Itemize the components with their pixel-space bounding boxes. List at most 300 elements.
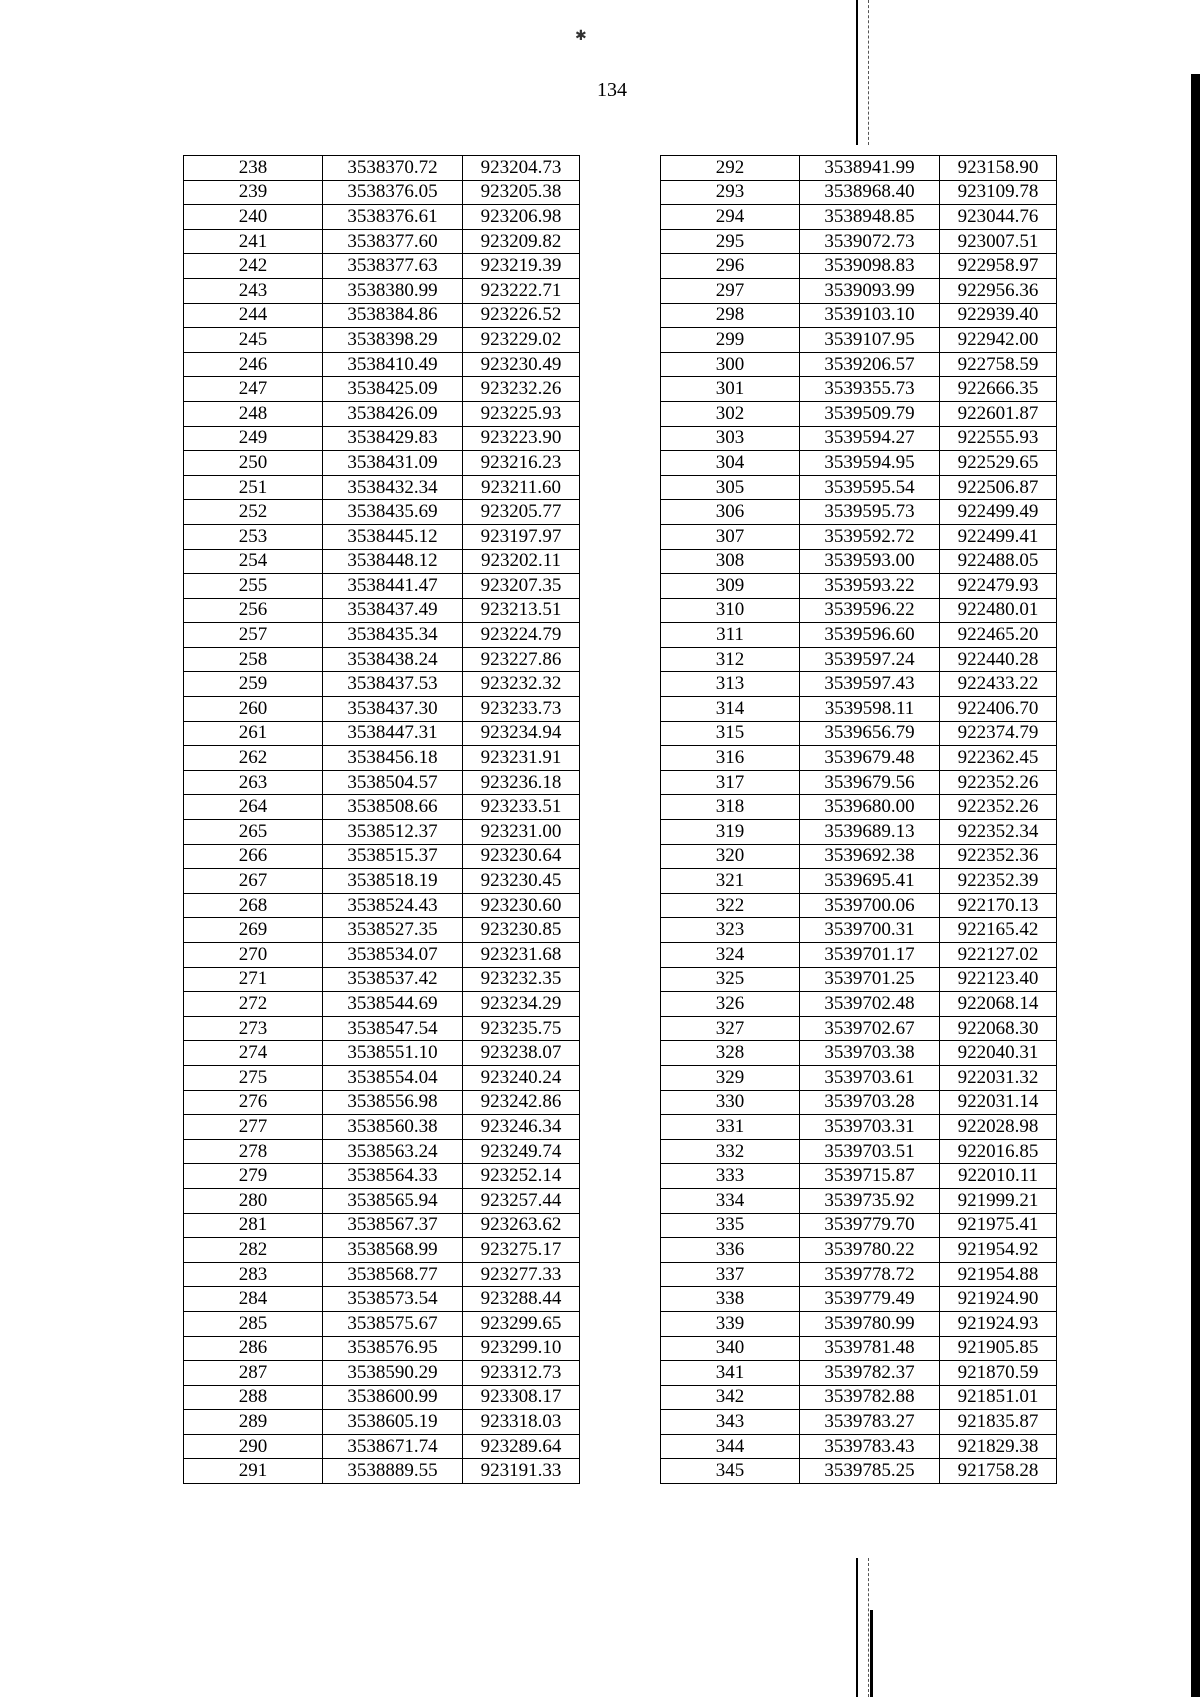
y-coordinate-cell: 921999.21 bbox=[940, 1188, 1057, 1213]
x-coordinate-cell: 3539702.48 bbox=[800, 992, 940, 1017]
y-coordinate-cell: 923277.33 bbox=[463, 1262, 580, 1287]
table-row bbox=[661, 1238, 1057, 1263]
table-row bbox=[661, 1065, 1057, 1090]
point-number-cell: 305 bbox=[661, 475, 800, 500]
table-row bbox=[184, 1459, 580, 1484]
point-number-cell: 334 bbox=[661, 1188, 800, 1213]
x-coordinate-cell: 3539702.67 bbox=[800, 1016, 940, 1041]
point-number-cell: 303 bbox=[661, 426, 800, 451]
table-row bbox=[184, 1139, 580, 1164]
table-row bbox=[661, 401, 1057, 426]
x-coordinate-cell: 3539656.79 bbox=[800, 721, 940, 746]
y-coordinate-cell: 923233.51 bbox=[463, 795, 580, 820]
x-coordinate-cell: 3539701.17 bbox=[800, 943, 940, 968]
y-coordinate-cell: 923234.94 bbox=[463, 721, 580, 746]
table-row bbox=[184, 697, 580, 722]
y-coordinate-cell: 923231.91 bbox=[463, 746, 580, 771]
y-coordinate-cell: 923234.29 bbox=[463, 992, 580, 1017]
table-row bbox=[661, 500, 1057, 525]
y-coordinate-cell: 922352.36 bbox=[940, 844, 1057, 869]
x-coordinate-cell: 3538377.60 bbox=[323, 229, 463, 254]
table-row bbox=[184, 1287, 580, 1312]
x-coordinate-cell: 3538376.61 bbox=[323, 205, 463, 230]
x-coordinate-cell: 3538384.86 bbox=[323, 303, 463, 328]
point-number-cell: 286 bbox=[184, 1336, 323, 1361]
table-row bbox=[661, 574, 1057, 599]
point-number-cell: 298 bbox=[661, 303, 800, 328]
point-number-cell: 289 bbox=[184, 1410, 323, 1435]
y-coordinate-cell: 923205.77 bbox=[463, 500, 580, 525]
binding-line-bottom-heavy bbox=[870, 1610, 873, 1697]
y-coordinate-cell: 922170.13 bbox=[940, 893, 1057, 918]
point-number-cell: 292 bbox=[661, 156, 800, 181]
point-number-cell: 310 bbox=[661, 598, 800, 623]
x-coordinate-cell: 3539103.10 bbox=[800, 303, 940, 328]
y-coordinate-cell: 923230.45 bbox=[463, 869, 580, 894]
x-coordinate-cell: 3539700.06 bbox=[800, 893, 940, 918]
table-row bbox=[184, 820, 580, 845]
coordinates-table-right-body bbox=[661, 156, 1057, 1484]
point-number-cell: 262 bbox=[184, 746, 323, 771]
y-coordinate-cell: 923227.86 bbox=[463, 647, 580, 672]
point-number-cell: 297 bbox=[661, 278, 800, 303]
y-coordinate-cell: 922016.85 bbox=[940, 1139, 1057, 1164]
x-coordinate-cell: 3538524.43 bbox=[323, 893, 463, 918]
point-number-cell: 326 bbox=[661, 992, 800, 1017]
x-coordinate-cell: 3538605.19 bbox=[323, 1410, 463, 1435]
x-coordinate-cell: 3539594.95 bbox=[800, 451, 940, 476]
point-number-cell: 267 bbox=[184, 869, 323, 894]
y-coordinate-cell: 923223.90 bbox=[463, 426, 580, 451]
table-row bbox=[184, 1065, 580, 1090]
x-coordinate-cell: 3538437.30 bbox=[323, 697, 463, 722]
x-coordinate-cell: 3538435.34 bbox=[323, 623, 463, 648]
x-coordinate-cell: 3539780.99 bbox=[800, 1311, 940, 1336]
y-coordinate-cell: 923235.75 bbox=[463, 1016, 580, 1041]
x-coordinate-cell: 3539778.72 bbox=[800, 1262, 940, 1287]
table-row bbox=[184, 918, 580, 943]
y-coordinate-cell: 922028.98 bbox=[940, 1115, 1057, 1140]
y-coordinate-cell: 923236.18 bbox=[463, 770, 580, 795]
point-number-cell: 240 bbox=[184, 205, 323, 230]
x-coordinate-cell: 3538425.09 bbox=[323, 377, 463, 402]
point-number-cell: 342 bbox=[661, 1385, 800, 1410]
table-row bbox=[184, 1213, 580, 1238]
x-coordinate-cell: 3538508.66 bbox=[323, 795, 463, 820]
table-row bbox=[184, 598, 580, 623]
table-row bbox=[661, 967, 1057, 992]
point-number-cell: 275 bbox=[184, 1065, 323, 1090]
point-number-cell: 265 bbox=[184, 820, 323, 845]
y-coordinate-cell: 922362.45 bbox=[940, 746, 1057, 771]
y-coordinate-cell: 921870.59 bbox=[940, 1361, 1057, 1386]
y-coordinate-cell: 923191.33 bbox=[463, 1459, 580, 1484]
point-number-cell: 338 bbox=[661, 1287, 800, 1312]
x-coordinate-cell: 3539595.73 bbox=[800, 500, 940, 525]
y-coordinate-cell: 923288.44 bbox=[463, 1287, 580, 1312]
point-number-cell: 284 bbox=[184, 1287, 323, 1312]
x-coordinate-cell: 3538441.47 bbox=[323, 574, 463, 599]
point-number-cell: 335 bbox=[661, 1213, 800, 1238]
point-number-cell: 282 bbox=[184, 1238, 323, 1263]
table-row bbox=[661, 1434, 1057, 1459]
y-coordinate-cell: 922465.20 bbox=[940, 623, 1057, 648]
table-row bbox=[661, 524, 1057, 549]
x-coordinate-cell: 3539689.13 bbox=[800, 820, 940, 845]
x-coordinate-cell: 3538567.37 bbox=[323, 1213, 463, 1238]
point-number-cell: 331 bbox=[661, 1115, 800, 1140]
point-number-cell: 318 bbox=[661, 795, 800, 820]
coordinates-table-left-body bbox=[184, 156, 580, 1484]
y-coordinate-cell: 923213.51 bbox=[463, 598, 580, 623]
point-number-cell: 276 bbox=[184, 1090, 323, 1115]
point-number-cell: 250 bbox=[184, 451, 323, 476]
point-number-cell: 299 bbox=[661, 328, 800, 353]
y-coordinate-cell: 922123.40 bbox=[940, 967, 1057, 992]
y-coordinate-cell: 923233.73 bbox=[463, 697, 580, 722]
y-coordinate-cell: 923007.51 bbox=[940, 229, 1057, 254]
x-coordinate-cell: 3539593.00 bbox=[800, 549, 940, 574]
point-number-cell: 279 bbox=[184, 1164, 323, 1189]
x-coordinate-cell: 3539782.88 bbox=[800, 1385, 940, 1410]
table-row bbox=[184, 1410, 580, 1435]
point-number-cell: 266 bbox=[184, 844, 323, 869]
y-coordinate-cell: 923263.62 bbox=[463, 1213, 580, 1238]
point-number-cell: 248 bbox=[184, 401, 323, 426]
y-coordinate-cell: 923238.07 bbox=[463, 1041, 580, 1066]
y-coordinate-cell: 923231.00 bbox=[463, 820, 580, 845]
table-row bbox=[184, 451, 580, 476]
y-coordinate-cell: 922433.22 bbox=[940, 672, 1057, 697]
x-coordinate-cell: 3539509.79 bbox=[800, 401, 940, 426]
x-coordinate-cell: 3538512.37 bbox=[323, 820, 463, 845]
y-coordinate-cell: 923318.03 bbox=[463, 1410, 580, 1435]
point-number-cell: 327 bbox=[661, 1016, 800, 1041]
x-coordinate-cell: 3539780.22 bbox=[800, 1238, 940, 1263]
y-coordinate-cell: 922440.28 bbox=[940, 647, 1057, 672]
point-number-cell: 246 bbox=[184, 352, 323, 377]
x-coordinate-cell: 3538445.12 bbox=[323, 524, 463, 549]
x-coordinate-cell: 3538560.38 bbox=[323, 1115, 463, 1140]
point-number-cell: 254 bbox=[184, 549, 323, 574]
point-number-cell: 288 bbox=[184, 1385, 323, 1410]
table-row bbox=[184, 795, 580, 820]
table-row bbox=[661, 254, 1057, 279]
y-coordinate-cell: 923202.11 bbox=[463, 549, 580, 574]
y-coordinate-cell: 921924.90 bbox=[940, 1287, 1057, 1312]
point-number-cell: 330 bbox=[661, 1090, 800, 1115]
point-number-cell: 343 bbox=[661, 1410, 800, 1435]
point-number-cell: 291 bbox=[184, 1459, 323, 1484]
point-number-cell: 323 bbox=[661, 918, 800, 943]
y-coordinate-cell: 923044.76 bbox=[940, 205, 1057, 230]
point-number-cell: 319 bbox=[661, 820, 800, 845]
x-coordinate-cell: 3538447.31 bbox=[323, 721, 463, 746]
y-coordinate-cell: 923158.90 bbox=[940, 156, 1057, 181]
y-coordinate-cell: 922939.40 bbox=[940, 303, 1057, 328]
y-coordinate-cell: 922068.14 bbox=[940, 992, 1057, 1017]
point-number-cell: 308 bbox=[661, 549, 800, 574]
table-row bbox=[184, 524, 580, 549]
y-coordinate-cell: 923230.49 bbox=[463, 352, 580, 377]
point-number-cell: 320 bbox=[661, 844, 800, 869]
point-number-cell: 294 bbox=[661, 205, 800, 230]
table-row bbox=[661, 647, 1057, 672]
table-row bbox=[184, 1090, 580, 1115]
binding-line-bottom bbox=[856, 1558, 858, 1697]
table-row bbox=[184, 401, 580, 426]
y-coordinate-cell: 923222.71 bbox=[463, 278, 580, 303]
y-coordinate-cell: 922479.93 bbox=[940, 574, 1057, 599]
x-coordinate-cell: 3538590.29 bbox=[323, 1361, 463, 1386]
x-coordinate-cell: 3538515.37 bbox=[323, 844, 463, 869]
x-coordinate-cell: 3539692.38 bbox=[800, 844, 940, 869]
y-coordinate-cell: 923209.82 bbox=[463, 229, 580, 254]
x-coordinate-cell: 3538941.99 bbox=[800, 156, 940, 181]
x-coordinate-cell: 3539597.43 bbox=[800, 672, 940, 697]
y-coordinate-cell: 922040.31 bbox=[940, 1041, 1057, 1066]
x-coordinate-cell: 3538537.42 bbox=[323, 967, 463, 992]
table-row bbox=[661, 1385, 1057, 1410]
y-coordinate-cell: 922031.14 bbox=[940, 1090, 1057, 1115]
y-coordinate-cell: 922506.87 bbox=[940, 475, 1057, 500]
table-row bbox=[661, 672, 1057, 697]
point-number-cell: 328 bbox=[661, 1041, 800, 1066]
x-coordinate-cell: 3539695.41 bbox=[800, 869, 940, 894]
point-number-cell: 243 bbox=[184, 278, 323, 303]
table-row bbox=[184, 426, 580, 451]
table-row bbox=[661, 598, 1057, 623]
table-row bbox=[184, 623, 580, 648]
table-row bbox=[184, 156, 580, 181]
y-coordinate-cell: 922942.00 bbox=[940, 328, 1057, 353]
point-number-cell: 269 bbox=[184, 918, 323, 943]
y-coordinate-cell: 922068.30 bbox=[940, 1016, 1057, 1041]
point-number-cell: 309 bbox=[661, 574, 800, 599]
table-row bbox=[661, 1115, 1057, 1140]
y-coordinate-cell: 922601.87 bbox=[940, 401, 1057, 426]
scan-edge-bar bbox=[1191, 74, 1200, 1697]
y-coordinate-cell: 922488.05 bbox=[940, 549, 1057, 574]
table-row bbox=[184, 1311, 580, 1336]
table-row bbox=[661, 893, 1057, 918]
point-number-cell: 238 bbox=[184, 156, 323, 181]
x-coordinate-cell: 3538435.69 bbox=[323, 500, 463, 525]
table-row bbox=[184, 1361, 580, 1386]
point-number-cell: 277 bbox=[184, 1115, 323, 1140]
table-row bbox=[661, 1410, 1057, 1435]
x-coordinate-cell: 3539783.43 bbox=[800, 1434, 940, 1459]
table-row bbox=[661, 844, 1057, 869]
y-coordinate-cell: 923205.38 bbox=[463, 180, 580, 205]
point-number-cell: 264 bbox=[184, 795, 323, 820]
y-coordinate-cell: 922406.70 bbox=[940, 697, 1057, 722]
table-row bbox=[661, 770, 1057, 795]
y-coordinate-cell: 922529.65 bbox=[940, 451, 1057, 476]
point-number-cell: 345 bbox=[661, 1459, 800, 1484]
table-row bbox=[661, 918, 1057, 943]
point-number-cell: 296 bbox=[661, 254, 800, 279]
point-number-cell: 315 bbox=[661, 721, 800, 746]
x-coordinate-cell: 3539701.25 bbox=[800, 967, 940, 992]
table-row bbox=[661, 377, 1057, 402]
table-row bbox=[184, 1041, 580, 1066]
table-row bbox=[661, 623, 1057, 648]
point-number-cell: 256 bbox=[184, 598, 323, 623]
x-coordinate-cell: 3539715.87 bbox=[800, 1164, 940, 1189]
table-row bbox=[184, 1385, 580, 1410]
point-number-cell: 271 bbox=[184, 967, 323, 992]
table-row bbox=[661, 1336, 1057, 1361]
point-number-cell: 257 bbox=[184, 623, 323, 648]
table-row bbox=[661, 795, 1057, 820]
point-number-cell: 333 bbox=[661, 1164, 800, 1189]
table-row bbox=[184, 352, 580, 377]
y-coordinate-cell: 922480.01 bbox=[940, 598, 1057, 623]
table-row bbox=[661, 1041, 1057, 1066]
table-row bbox=[661, 1164, 1057, 1189]
y-coordinate-cell: 923232.35 bbox=[463, 967, 580, 992]
point-number-cell: 263 bbox=[184, 770, 323, 795]
x-coordinate-cell: 3539703.51 bbox=[800, 1139, 940, 1164]
table-row bbox=[661, 820, 1057, 845]
y-coordinate-cell: 921851.01 bbox=[940, 1385, 1057, 1410]
point-number-cell: 337 bbox=[661, 1262, 800, 1287]
x-coordinate-cell: 3539355.73 bbox=[800, 377, 940, 402]
point-number-cell: 285 bbox=[184, 1311, 323, 1336]
y-coordinate-cell: 923230.64 bbox=[463, 844, 580, 869]
binding-line-top-dashed bbox=[868, 0, 869, 145]
table-row bbox=[184, 328, 580, 353]
table-row bbox=[184, 180, 580, 205]
point-number-cell: 258 bbox=[184, 647, 323, 672]
point-number-cell: 295 bbox=[661, 229, 800, 254]
point-number-cell: 304 bbox=[661, 451, 800, 476]
y-coordinate-cell: 923226.52 bbox=[463, 303, 580, 328]
x-coordinate-cell: 3538968.40 bbox=[800, 180, 940, 205]
x-coordinate-cell: 3539594.27 bbox=[800, 426, 940, 451]
table-row bbox=[184, 1262, 580, 1287]
point-number-cell: 259 bbox=[184, 672, 323, 697]
x-coordinate-cell: 3539679.56 bbox=[800, 770, 940, 795]
y-coordinate-cell: 922374.79 bbox=[940, 721, 1057, 746]
point-number-cell: 313 bbox=[661, 672, 800, 697]
x-coordinate-cell: 3538437.53 bbox=[323, 672, 463, 697]
table-row bbox=[184, 893, 580, 918]
x-coordinate-cell: 3538376.05 bbox=[323, 180, 463, 205]
x-coordinate-cell: 3538518.19 bbox=[323, 869, 463, 894]
x-coordinate-cell: 3539680.00 bbox=[800, 795, 940, 820]
x-coordinate-cell: 3538410.49 bbox=[323, 352, 463, 377]
y-coordinate-cell: 923312.73 bbox=[463, 1361, 580, 1386]
point-number-cell: 329 bbox=[661, 1065, 800, 1090]
y-coordinate-cell: 922010.11 bbox=[940, 1164, 1057, 1189]
y-coordinate-cell: 922956.36 bbox=[940, 278, 1057, 303]
scan-mark: ✱ bbox=[575, 29, 587, 44]
table-row bbox=[661, 992, 1057, 1017]
table-row bbox=[661, 1459, 1057, 1484]
x-coordinate-cell: 3538575.67 bbox=[323, 1311, 463, 1336]
point-number-cell: 312 bbox=[661, 647, 800, 672]
table-row bbox=[661, 1139, 1057, 1164]
y-coordinate-cell: 923299.65 bbox=[463, 1311, 580, 1336]
y-coordinate-cell: 923242.86 bbox=[463, 1090, 580, 1115]
table-row bbox=[184, 254, 580, 279]
y-coordinate-cell: 922127.02 bbox=[940, 943, 1057, 968]
table-row bbox=[184, 1434, 580, 1459]
y-coordinate-cell: 923207.35 bbox=[463, 574, 580, 599]
point-number-cell: 302 bbox=[661, 401, 800, 426]
y-coordinate-cell: 922352.26 bbox=[940, 795, 1057, 820]
x-coordinate-cell: 3539592.72 bbox=[800, 524, 940, 549]
x-coordinate-cell: 3538556.98 bbox=[323, 1090, 463, 1115]
point-number-cell: 344 bbox=[661, 1434, 800, 1459]
y-coordinate-cell: 923216.23 bbox=[463, 451, 580, 476]
x-coordinate-cell: 3539703.61 bbox=[800, 1065, 940, 1090]
table-row bbox=[184, 549, 580, 574]
x-coordinate-cell: 3538568.99 bbox=[323, 1238, 463, 1263]
point-number-cell: 273 bbox=[184, 1016, 323, 1041]
x-coordinate-cell: 3538429.83 bbox=[323, 426, 463, 451]
point-number-cell: 251 bbox=[184, 475, 323, 500]
x-coordinate-cell: 3539703.28 bbox=[800, 1090, 940, 1115]
y-coordinate-cell: 923211.60 bbox=[463, 475, 580, 500]
table-row bbox=[184, 770, 580, 795]
y-coordinate-cell: 923252.14 bbox=[463, 1164, 580, 1189]
point-number-cell: 241 bbox=[184, 229, 323, 254]
y-coordinate-cell: 923240.24 bbox=[463, 1065, 580, 1090]
x-coordinate-cell: 3539596.22 bbox=[800, 598, 940, 623]
x-coordinate-cell: 3538438.24 bbox=[323, 647, 463, 672]
x-coordinate-cell: 3538527.35 bbox=[323, 918, 463, 943]
x-coordinate-cell: 3539735.92 bbox=[800, 1188, 940, 1213]
y-coordinate-cell: 921924.93 bbox=[940, 1311, 1057, 1336]
point-number-cell: 300 bbox=[661, 352, 800, 377]
binding-line-bottom-dashed bbox=[868, 1558, 869, 1697]
table-row bbox=[184, 303, 580, 328]
y-coordinate-cell: 923289.64 bbox=[463, 1434, 580, 1459]
point-number-cell: 283 bbox=[184, 1262, 323, 1287]
x-coordinate-cell: 3539783.27 bbox=[800, 1410, 940, 1435]
y-coordinate-cell: 923229.02 bbox=[463, 328, 580, 353]
table-row bbox=[661, 426, 1057, 451]
table-row bbox=[661, 1262, 1057, 1287]
binding-line-top bbox=[856, 0, 858, 145]
x-coordinate-cell: 3538576.95 bbox=[323, 1336, 463, 1361]
table-row bbox=[661, 205, 1057, 230]
point-number-cell: 316 bbox=[661, 746, 800, 771]
y-coordinate-cell: 923225.93 bbox=[463, 401, 580, 426]
y-coordinate-cell: 923197.97 bbox=[463, 524, 580, 549]
table-row bbox=[661, 229, 1057, 254]
x-coordinate-cell: 3538456.18 bbox=[323, 746, 463, 771]
point-number-cell: 293 bbox=[661, 180, 800, 205]
y-coordinate-cell: 921758.28 bbox=[940, 1459, 1057, 1484]
x-coordinate-cell: 3538565.94 bbox=[323, 1188, 463, 1213]
table-row bbox=[661, 1311, 1057, 1336]
table-row bbox=[184, 844, 580, 869]
y-coordinate-cell: 923231.68 bbox=[463, 943, 580, 968]
y-coordinate-cell: 922352.39 bbox=[940, 869, 1057, 894]
point-number-cell: 325 bbox=[661, 967, 800, 992]
x-coordinate-cell: 3539093.99 bbox=[800, 278, 940, 303]
y-coordinate-cell: 923246.34 bbox=[463, 1115, 580, 1140]
table-row bbox=[661, 1090, 1057, 1115]
x-coordinate-cell: 3538534.07 bbox=[323, 943, 463, 968]
table-row bbox=[184, 500, 580, 525]
y-coordinate-cell: 923299.10 bbox=[463, 1336, 580, 1361]
table-row bbox=[661, 721, 1057, 746]
